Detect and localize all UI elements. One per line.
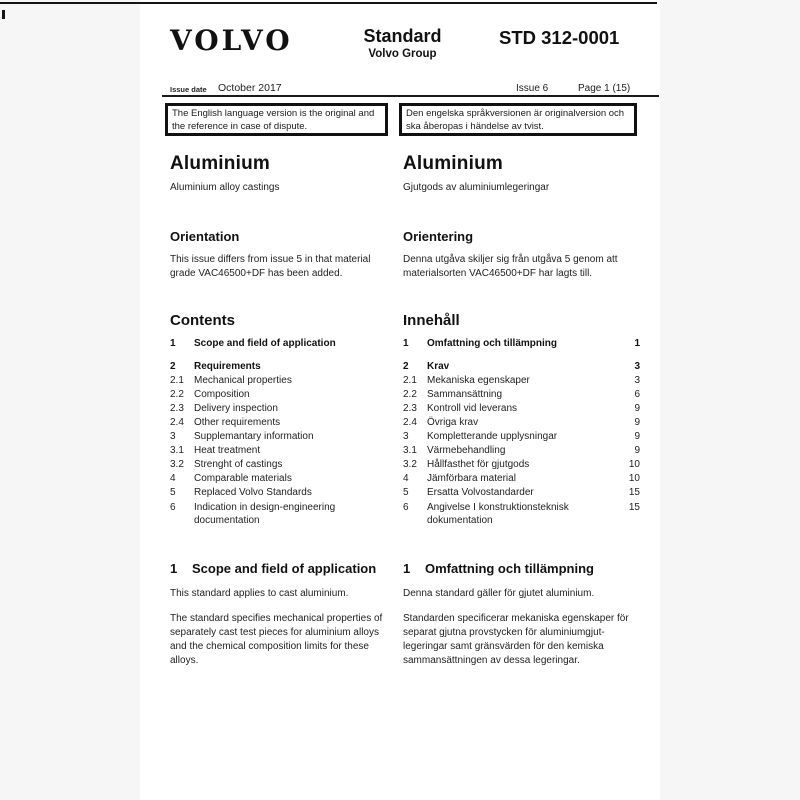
swedish-title-block bbox=[403, 153, 640, 193]
section-1-para2-sv: Standarden specificerar mekaniska egenskaper för separat gjutna provstycken för aluminiumgjut-legeringar samt gränsvärden för den kemiska sammansättningen av dessa legeringar. bbox=[403, 613, 629, 667]
toc-item: 5 Ersatta Volvostandarder 15 bbox=[403, 487, 640, 499]
issue-number: Issue 6 bbox=[516, 83, 549, 94]
toc-item: 1 Omfattning och tillämpning 1 bbox=[403, 338, 640, 349]
header-rule bbox=[162, 95, 659, 97]
toc-item: 2 Krav 3 bbox=[403, 360, 640, 372]
orientation-text-en: This issue differs from issue 5 in that material grade VAC46500+DF has been added. bbox=[170, 254, 371, 279]
contents-heading-en: Contents bbox=[170, 312, 235, 329]
doc-number: STD 312-0001 bbox=[499, 27, 620, 48]
toc-item: 3 Kompletterande upplysningar 9 bbox=[403, 431, 640, 443]
swedish-orientation bbox=[403, 229, 640, 281]
toc-item: 3 Supplemantary information bbox=[170, 431, 314, 443]
page-number: Page 1 (15) bbox=[578, 83, 631, 94]
swedish-contents bbox=[403, 312, 640, 528]
toc-item: 4 Comparable materials bbox=[170, 473, 292, 485]
orientation-text-sv: Denna utgåva skiljer sig från utgåva 5 genom att materialsorten VAC46500+DF har lagts till. bbox=[403, 254, 618, 279]
issue-date-label: Issue date bbox=[170, 85, 207, 94]
toc-item: 2.3 Delivery inspection bbox=[170, 402, 278, 414]
english-title: Aluminium bbox=[170, 153, 270, 174]
scan-artifact-top-line bbox=[0, 2, 657, 4]
toc-item: 6 Indication in design-engineering documentation bbox=[170, 501, 336, 527]
section-1-heading-en: 1 Scope and field of application bbox=[170, 561, 377, 577]
english-orientation bbox=[170, 229, 392, 281]
swedish-section-1 bbox=[403, 561, 640, 668]
volvo-logo: VOLVO bbox=[170, 24, 293, 57]
orientation-heading-sv: Orientering bbox=[403, 229, 474, 244]
scan-artifact-edge-mark bbox=[2, 10, 5, 19]
doc-type-title: Standard bbox=[363, 26, 442, 46]
issue-date-value: October 2017 bbox=[218, 82, 282, 94]
toc-item: 4 Jämförbara material 10 bbox=[403, 473, 640, 485]
orientation-heading-en: Orientation bbox=[170, 229, 240, 244]
notice-box-swedish: Den engelska språkversionen är originalversion och ska åberopas i händelse av tvist. bbox=[399, 103, 637, 136]
english-section-1 bbox=[170, 561, 392, 668]
toc-item: 3.1 Värmebehandling 9 bbox=[403, 445, 640, 457]
header-center bbox=[330, 26, 475, 60]
toc-item: 2.3 Kontroll vid leverans 9 bbox=[403, 402, 640, 414]
swedish-subtitle: Gjutgods av aluminiumlegeringar bbox=[403, 182, 550, 193]
toc-item: 6 Angivelse I konstruktionsteknisk dokumentation 15 bbox=[403, 501, 640, 527]
section-1-para1-sv: Denna standard gäller för gjutet aluminium. bbox=[403, 588, 595, 600]
toc-item: 3.1 Heat treatment bbox=[170, 445, 261, 457]
toc-item: 3.2 Strenght of castings bbox=[170, 459, 283, 471]
english-contents bbox=[170, 312, 392, 528]
toc-item: 2.2 Sammansättning 6 bbox=[403, 388, 640, 400]
toc-item: 2 Requirements bbox=[170, 360, 261, 372]
section-1-para1-en: This standard applies to cast aluminium. bbox=[170, 588, 349, 600]
toc-english bbox=[170, 337, 392, 528]
section-1-heading-sv: 1 Omfattning och tillämpning bbox=[403, 561, 594, 577]
org-name: Volvo Group bbox=[368, 48, 437, 60]
toc-item: 2.4 Övriga krav 9 bbox=[403, 416, 640, 428]
toc-item: 5 Replaced Volvo Standards bbox=[170, 487, 312, 499]
english-subtitle: Aluminium alloy castings bbox=[170, 182, 280, 193]
toc-item: 3.2 Hållfasthet för gjutgods 10 bbox=[403, 459, 640, 471]
toc-item: 2.1 Mekaniska egenskaper 3 bbox=[403, 374, 640, 386]
toc-item: 1 Scope and field of application bbox=[170, 338, 336, 349]
notice-box-english: The English language version is the original and the reference in case of dispute. bbox=[165, 103, 388, 136]
body-columns bbox=[170, 153, 640, 668]
contents-heading-sv: Innehåll bbox=[403, 312, 460, 329]
toc-item: 2.1 Mechanical properties bbox=[170, 374, 292, 386]
toc-item: 2.2 Composition bbox=[170, 388, 250, 400]
english-title-block bbox=[170, 153, 392, 193]
toc-item: 2.4 Other requirements bbox=[170, 416, 281, 428]
toc-swedish bbox=[403, 337, 640, 528]
swedish-title: Aluminium bbox=[403, 153, 503, 174]
section-1-para2-en: The standard specifies mechanical properties of separately cast test pieces for aluminium alloys and the chemical composition limits for these alloys. bbox=[170, 613, 383, 667]
